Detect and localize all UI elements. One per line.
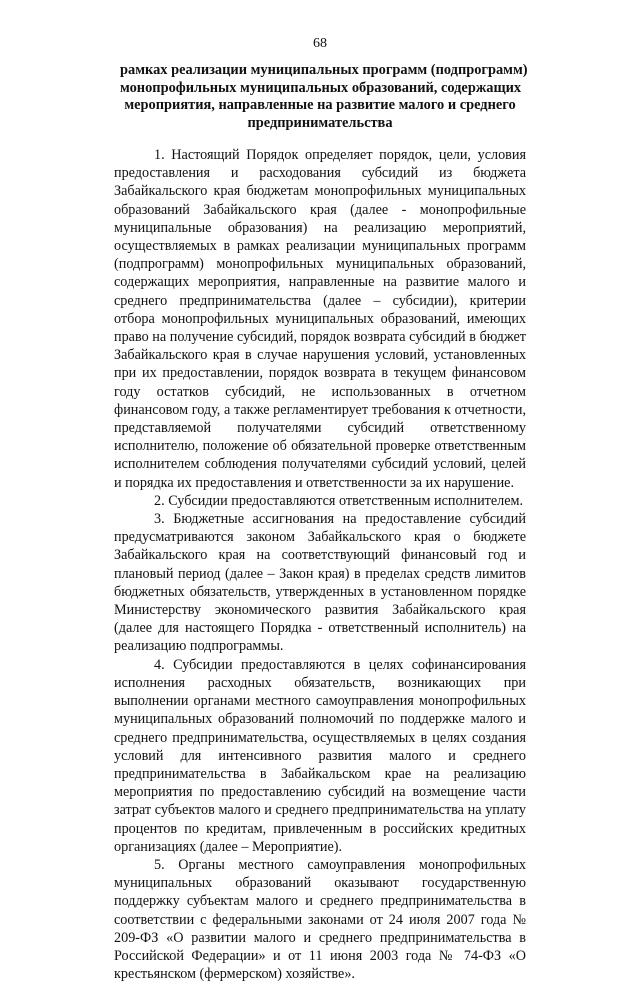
paragraph-1: 1. Настоящий Порядок определяет порядок, цели, условия предоставления и расходования субсидий из бюджета Забайкальского края бюджетам монопрофильных муниципальных образований Забайкальского края (далее - монопрофильные муниципальные образования) на реализацию мероприятий, осуществляемых в рамках реализации муниципальных программ (подпрограмм) монопрофильных муниципальных образований, содержащих мероприятия, направленные на развитие малого и среднего предпринимательства (далее – субсидии), критерии отбора монопрофильных муниципальных образований, имеющих право на получение субсидий, порядок возврата субсидий в бюджет Забайкальского края в случае нарушения условий, установленных при их предоставлении, порядок возврата в текущем финансовом году остатков субсидий, не использованных в отчетном финансовом году, а также регламентирует требования к отчетности, представляемой получателями субсидий ответственному исполнителю, положение об обязательной проверке ответственным исполнителем соблюдения получателями субсидий условий, целей и порядка их предоставления и ответственности за их нарушение.: [114, 147, 526, 491]
heading-line: рамках реализации муниципальных программ (подпрограмм): [120, 62, 528, 78]
body-text: [114, 146, 526, 983]
paragraph-3: 3. Бюджетные ассигнования на предоставление субсидий предусматриваются законом Забайкальского края о бюджете Забайкальского края на соответствующий финансовый год и плановый период (далее – Закон края) в пределах средств лимитов бюджетных обязательств, утвержденных в установленном порядке Министерству экономического развития Забайкальского края (далее для настоящего Порядка - ответственный исполнитель) на реализацию подпрограммы.: [114, 511, 526, 655]
section-heading: [120, 62, 528, 132]
heading-line: мероприятия, направленные на развитие малого и среднего: [124, 97, 516, 113]
heading-line: монопрофильных муниципальных образований, содержащих: [120, 79, 522, 96]
page-number: 68: [313, 36, 327, 51]
heading-line: предпринимательства: [247, 114, 393, 131]
paragraph-4: 4. Субсидии предоставляются в целях софинансирования исполнения расходных обязательств, возникающих при выполнении органами местного самоуправления монопрофильных муниципальных образований полномочий по поддержке малого и среднего предпринимательства, осуществляемых в целях создания условий для интенсивного развития малого и среднего предпринимательства в Забайкальском крае на реализацию мероприятия по предоставлению субсидий на возмещение части затрат субъектов малого и среднего предпринимательства на уплату процентов по кредитам, привлеченным в российских кредитных организациях (далее – Мероприятие).: [114, 656, 526, 855]
paragraph-2: 2. Субсидии предоставляются ответственным исполнителем.: [154, 492, 524, 509]
paragraph-5: 5. Органы местного самоуправления монопрофильных муниципальных образований оказывают государственную поддержку субъектам малого и среднего предпринимательства в соответствии с федеральными законами от 24 июля 2007 года № 209-ФЗ «О развитии малого и среднего предпринимательства в Российской Федерации» и от 11 июня 2003 года № 74-ФЗ «О крестьянском (фермерском) хозяйстве».: [114, 856, 526, 983]
